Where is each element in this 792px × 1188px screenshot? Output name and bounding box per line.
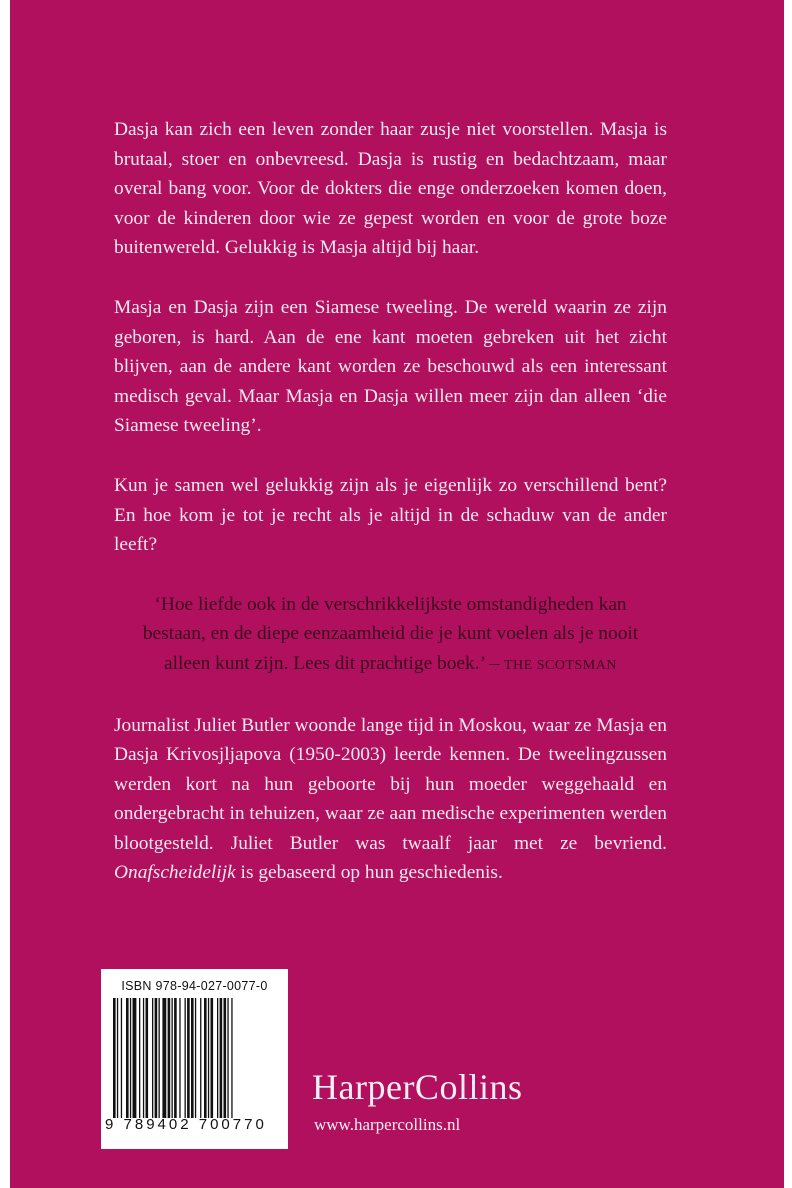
barcode-bar xyxy=(168,998,171,1118)
blurb-paragraph-2: Masja en Dasja zijn een Siamese tweeling. De wereld waarin ze zijn geboren, is hard. Aan de ene kant moeten gebreken uit het zicht blijven, aan de andere kant worden ze beschouwd als een interessant medisch geval. Maar Masja en Dasja willen meer zijn dan alleen ‘die Siamese tweeling’. xyxy=(114,296,667,437)
quote-line-3: alleen kunt zijn. Lees dit prachtige boek.’ xyxy=(164,652,485,674)
barcode-bar xyxy=(204,998,207,1118)
barcode-bar xyxy=(121,998,122,1118)
barcode-bar xyxy=(200,998,201,1118)
publisher-url[interactable]: www.harpercollins.nl xyxy=(314,1115,461,1134)
barcode-bar xyxy=(139,998,140,1118)
barcode-bar xyxy=(143,998,144,1118)
barcode-bar xyxy=(146,998,149,1118)
barcode-bar xyxy=(113,998,116,1118)
isbn-label: ISBN 978-94-027-0077-0 xyxy=(121,979,268,993)
publisher-logo: HarperCollins xyxy=(312,1067,523,1107)
barcode-bar xyxy=(162,998,166,1118)
barcode-bar xyxy=(117,998,118,1118)
book-title-italic: Onafscheidelijk xyxy=(114,862,236,884)
quote-line-3-wrap xyxy=(114,649,667,681)
author-text-end: is gebaseerd op hun geschiedenis. xyxy=(235,862,503,884)
review-quote xyxy=(114,590,667,681)
barcode-bar xyxy=(220,998,223,1118)
barcode-bar xyxy=(231,998,232,1118)
barcode-bar xyxy=(208,998,209,1118)
quote-dash: – xyxy=(484,652,504,674)
barcode-box xyxy=(101,969,288,1149)
barcode-bar xyxy=(195,998,196,1118)
author-text: Journalist Juliet Butler woonde lange tijd in Moskou, waar ze Masja en Dasja Krivosjljapova (1950-2003) leerde kennen. De tweelingzussen werden kort na hun geboorte bij hun moeder weggehaald en ondergebracht in tehuizen, waar ze aan medische experimenten werden blootgesteld. Juliet Butler was twaalf jaar met ze bevriend. xyxy=(114,714,667,854)
barcode-bar xyxy=(130,998,131,1118)
blurb-paragraph-3: Kun je samen wel gelukkig zijn als je eigenlijk zo verschillend bent? En hoe kom je tot je recht als je altijd in de schaduw van de ander leeft? xyxy=(114,474,667,556)
barcode-digits: 9 789402 700770 xyxy=(105,1116,267,1133)
barcode-bar xyxy=(155,998,158,1118)
barcode-bar xyxy=(211,998,214,1118)
barcode-bar xyxy=(126,998,129,1118)
quote-line-1: ‘Hoe liefde ook in de verschrikkelijkste omstandigheden kan xyxy=(154,593,627,615)
barcode-bar xyxy=(179,998,180,1118)
blurb-paragraph-1: Dasja kan zich een leven zonder haar zusje niet voorstellen. Masja is brutaal, stoer en onbevreesd. Dasja is rustig en bedachtzaam, maar overal bang voor. Voor de dokters die enge onderzoeken komen doen, voor de kinderen door wie ze gepest worden en voor de grote boze buitenwereld. Gelukkig is Masja altijd bij haar. xyxy=(114,119,667,259)
barcode-bar xyxy=(174,998,177,1118)
barcode-bar xyxy=(224,998,227,1118)
barcode-bar xyxy=(217,998,218,1118)
barcode-bar xyxy=(152,998,153,1118)
barcode-bar xyxy=(191,998,194,1118)
barcode-bar xyxy=(227,998,228,1118)
quote-line-2: bestaan, en de diepe eenzaamheid die je kunt voelen als je nooit xyxy=(142,623,639,645)
author-paragraph xyxy=(114,711,667,889)
barcode-bar xyxy=(185,998,186,1118)
barcode-bar xyxy=(172,998,173,1118)
barcode-bar xyxy=(187,998,190,1118)
quote-source: THE SCOTSMAN xyxy=(503,657,617,673)
barcode-bar xyxy=(159,998,160,1118)
barcode xyxy=(113,998,277,1118)
barcode-bar xyxy=(133,998,137,1118)
blurb-text xyxy=(114,115,667,918)
